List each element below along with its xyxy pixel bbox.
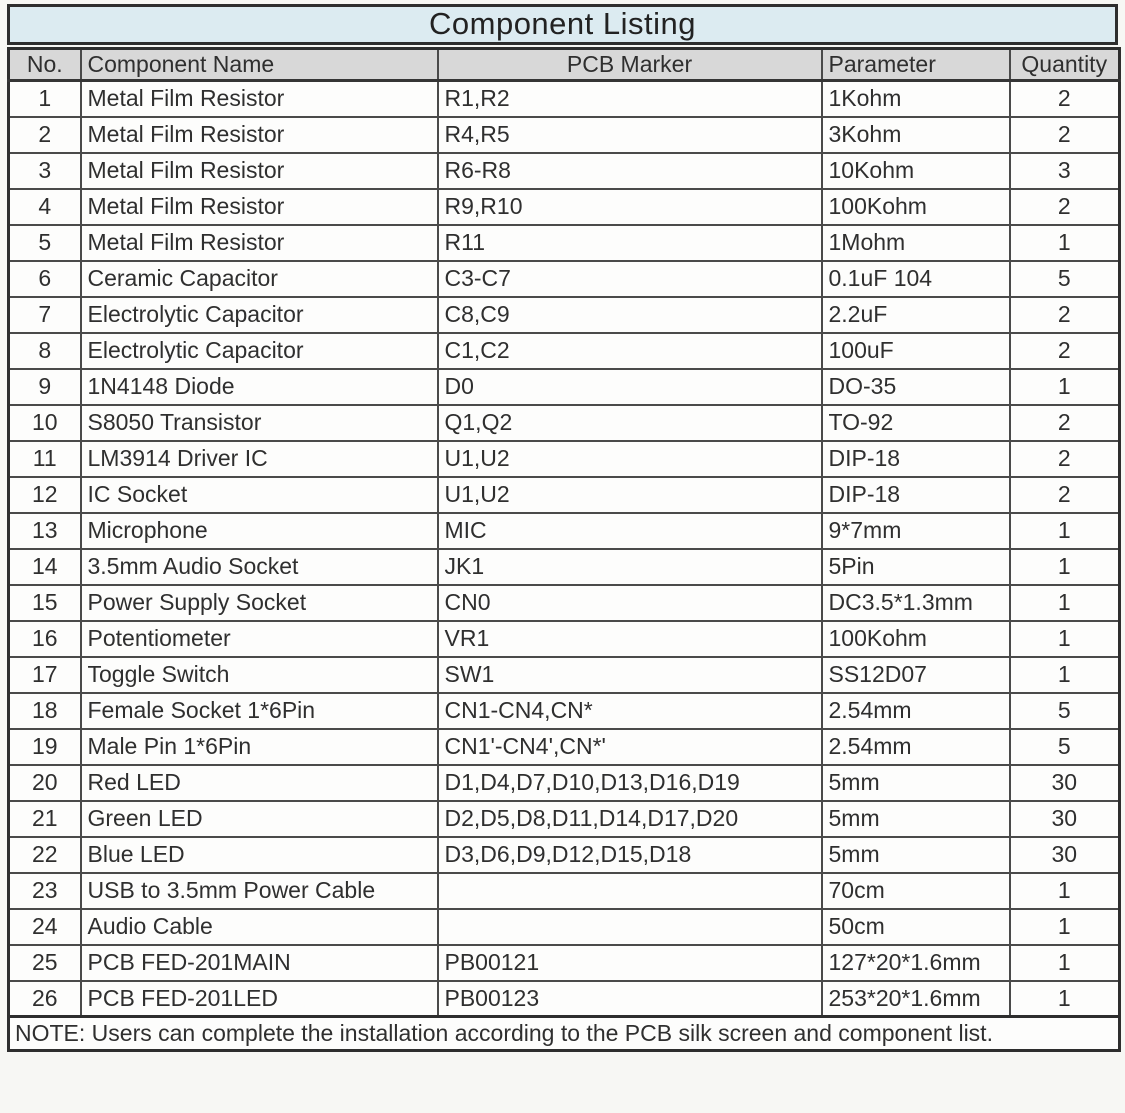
cell-quantity: 1 bbox=[1010, 909, 1120, 945]
cell-quantity: 1 bbox=[1010, 981, 1120, 1017]
cell-name: Male Pin 1*6Pin bbox=[81, 729, 438, 765]
table-row bbox=[9, 657, 1120, 693]
cell-marker: JK1 bbox=[438, 549, 822, 585]
cell-no: 10 bbox=[9, 405, 81, 441]
header-no: No. bbox=[9, 49, 81, 81]
cell-parameter: 10Kohm bbox=[822, 153, 1010, 189]
table-row bbox=[9, 621, 1120, 657]
cell-no: 2 bbox=[9, 117, 81, 153]
table-row bbox=[9, 333, 1120, 369]
note-row bbox=[9, 1017, 1120, 1051]
cell-name: Electrolytic Capacitor bbox=[81, 333, 438, 369]
cell-name: Metal Film Resistor bbox=[81, 225, 438, 261]
cell-no: 7 bbox=[9, 297, 81, 333]
table-row bbox=[9, 405, 1120, 441]
cell-parameter: SS12D07 bbox=[822, 657, 1010, 693]
cell-marker: D1,D4,D7,D10,D13,D16,D19 bbox=[438, 765, 822, 801]
cell-marker: CN0 bbox=[438, 585, 822, 621]
cell-parameter: DIP-18 bbox=[822, 441, 1010, 477]
cell-no: 17 bbox=[9, 657, 81, 693]
cell-marker: VR1 bbox=[438, 621, 822, 657]
cell-name: Metal Film Resistor bbox=[81, 153, 438, 189]
table-row bbox=[9, 441, 1120, 477]
cell-parameter: DIP-18 bbox=[822, 477, 1010, 513]
cell-marker: D0 bbox=[438, 369, 822, 405]
cell-no: 5 bbox=[9, 225, 81, 261]
cell-marker: R9,R10 bbox=[438, 189, 822, 225]
cell-quantity: 30 bbox=[1010, 801, 1120, 837]
cell-name: Toggle Switch bbox=[81, 657, 438, 693]
cell-no: 4 bbox=[9, 189, 81, 225]
cell-parameter: 1Mohm bbox=[822, 225, 1010, 261]
cell-marker: C1,C2 bbox=[438, 333, 822, 369]
cell-name: Potentiometer bbox=[81, 621, 438, 657]
table-row bbox=[9, 585, 1120, 621]
table-row bbox=[9, 837, 1120, 873]
cell-marker: D2,D5,D8,D11,D14,D17,D20 bbox=[438, 801, 822, 837]
cell-no: 23 bbox=[9, 873, 81, 909]
table-row bbox=[9, 729, 1120, 765]
cell-marker: CN1-CN4,CN* bbox=[438, 693, 822, 729]
cell-marker bbox=[438, 909, 822, 945]
table-row bbox=[9, 873, 1120, 909]
table-row bbox=[9, 801, 1120, 837]
cell-no: 8 bbox=[9, 333, 81, 369]
cell-marker: R1,R2 bbox=[438, 81, 822, 117]
cell-name: Green LED bbox=[81, 801, 438, 837]
cell-quantity: 2 bbox=[1010, 477, 1120, 513]
cell-no: 12 bbox=[9, 477, 81, 513]
header-pcb-marker: PCB Marker bbox=[438, 49, 822, 81]
table-row bbox=[9, 693, 1120, 729]
cell-parameter: 127*20*1.6mm bbox=[822, 945, 1010, 981]
cell-quantity: 2 bbox=[1010, 441, 1120, 477]
cell-quantity: 1 bbox=[1010, 369, 1120, 405]
cell-parameter: 2.2uF bbox=[822, 297, 1010, 333]
cell-parameter: 100Kohm bbox=[822, 189, 1010, 225]
cell-name: 3.5mm Audio Socket bbox=[81, 549, 438, 585]
cell-no: 14 bbox=[9, 549, 81, 585]
cell-quantity: 1 bbox=[1010, 225, 1120, 261]
cell-name: Metal Film Resistor bbox=[81, 189, 438, 225]
cell-no: 15 bbox=[9, 585, 81, 621]
header-parameter: Parameter bbox=[822, 49, 1010, 81]
cell-parameter: 5Pin bbox=[822, 549, 1010, 585]
cell-quantity: 30 bbox=[1010, 837, 1120, 873]
cell-parameter: TO-92 bbox=[822, 405, 1010, 441]
note-text: NOTE: Users can complete the installation according to the PCB silk screen and component list. bbox=[9, 1017, 1120, 1051]
cell-no: 13 bbox=[9, 513, 81, 549]
cell-marker: PB00121 bbox=[438, 945, 822, 981]
table-row bbox=[9, 513, 1120, 549]
cell-name: Power Supply Socket bbox=[81, 585, 438, 621]
cell-parameter: 100uF bbox=[822, 333, 1010, 369]
cell-quantity: 1 bbox=[1010, 513, 1120, 549]
cell-name: IC Socket bbox=[81, 477, 438, 513]
cell-no: 21 bbox=[9, 801, 81, 837]
cell-name: PCB FED-201LED bbox=[81, 981, 438, 1017]
cell-parameter: 1Kohm bbox=[822, 81, 1010, 117]
cell-quantity: 2 bbox=[1010, 117, 1120, 153]
cell-name: S8050 Transistor bbox=[81, 405, 438, 441]
table-row bbox=[9, 261, 1120, 297]
cell-marker: R11 bbox=[438, 225, 822, 261]
table-row bbox=[9, 909, 1120, 945]
cell-marker: SW1 bbox=[438, 657, 822, 693]
cell-name: Blue LED bbox=[81, 837, 438, 873]
cell-parameter: 2.54mm bbox=[822, 729, 1010, 765]
cell-quantity: 1 bbox=[1010, 657, 1120, 693]
cell-parameter: 100Kohm bbox=[822, 621, 1010, 657]
header-quantity: Quantity bbox=[1010, 49, 1120, 81]
cell-quantity: 1 bbox=[1010, 585, 1120, 621]
cell-marker: Q1,Q2 bbox=[438, 405, 822, 441]
table-row bbox=[9, 549, 1120, 585]
table-row bbox=[9, 189, 1120, 225]
cell-quantity: 1 bbox=[1010, 945, 1120, 981]
cell-quantity: 1 bbox=[1010, 549, 1120, 585]
table-row bbox=[9, 117, 1120, 153]
cell-name: Red LED bbox=[81, 765, 438, 801]
cell-parameter: DC3.5*1.3mm bbox=[822, 585, 1010, 621]
cell-parameter: 70cm bbox=[822, 873, 1010, 909]
cell-parameter: 0.1uF 104 bbox=[822, 261, 1010, 297]
cell-name: Ceramic Capacitor bbox=[81, 261, 438, 297]
cell-name: Audio Cable bbox=[81, 909, 438, 945]
cell-no: 9 bbox=[9, 369, 81, 405]
header-component-name: Component Name bbox=[81, 49, 438, 81]
table-row bbox=[9, 153, 1120, 189]
table-row bbox=[9, 477, 1120, 513]
cell-parameter: 253*20*1.6mm bbox=[822, 981, 1010, 1017]
cell-marker: R6-R8 bbox=[438, 153, 822, 189]
cell-quantity: 2 bbox=[1010, 297, 1120, 333]
cell-marker: C3-C7 bbox=[438, 261, 822, 297]
cell-marker: MIC bbox=[438, 513, 822, 549]
table-body bbox=[9, 81, 1120, 1017]
cell-quantity: 2 bbox=[1010, 189, 1120, 225]
table-footer bbox=[9, 1017, 1120, 1051]
cell-name: Microphone bbox=[81, 513, 438, 549]
cell-name: Metal Film Resistor bbox=[81, 117, 438, 153]
cell-name: 1N4148 Diode bbox=[81, 369, 438, 405]
cell-parameter: 9*7mm bbox=[822, 513, 1010, 549]
cell-parameter: 5mm bbox=[822, 765, 1010, 801]
cell-parameter: 5mm bbox=[822, 801, 1010, 837]
component-listing-table bbox=[7, 47, 1121, 1052]
cell-parameter: 2.54mm bbox=[822, 693, 1010, 729]
table-row bbox=[9, 225, 1120, 261]
cell-quantity: 1 bbox=[1010, 621, 1120, 657]
cell-parameter: 5mm bbox=[822, 837, 1010, 873]
table-row bbox=[9, 81, 1120, 117]
cell-parameter: 50cm bbox=[822, 909, 1010, 945]
page-title: Component Listing bbox=[7, 4, 1118, 45]
table-row bbox=[9, 945, 1120, 981]
cell-quantity: 2 bbox=[1010, 81, 1120, 117]
cell-quantity: 3 bbox=[1010, 153, 1120, 189]
cell-marker: D3,D6,D9,D12,D15,D18 bbox=[438, 837, 822, 873]
cell-parameter: 3Kohm bbox=[822, 117, 1010, 153]
cell-marker: U1,U2 bbox=[438, 441, 822, 477]
cell-marker: C8,C9 bbox=[438, 297, 822, 333]
cell-no: 25 bbox=[9, 945, 81, 981]
cell-no: 16 bbox=[9, 621, 81, 657]
cell-quantity: 5 bbox=[1010, 261, 1120, 297]
cell-quantity: 30 bbox=[1010, 765, 1120, 801]
cell-no: 22 bbox=[9, 837, 81, 873]
cell-no: 1 bbox=[9, 81, 81, 117]
cell-marker: R4,R5 bbox=[438, 117, 822, 153]
cell-marker bbox=[438, 873, 822, 909]
table-header bbox=[9, 49, 1120, 81]
cell-no: 19 bbox=[9, 729, 81, 765]
cell-parameter: DO-35 bbox=[822, 369, 1010, 405]
cell-name: Electrolytic Capacitor bbox=[81, 297, 438, 333]
cell-name: USB to 3.5mm Power Cable bbox=[81, 873, 438, 909]
cell-no: 26 bbox=[9, 981, 81, 1017]
cell-no: 6 bbox=[9, 261, 81, 297]
cell-no: 20 bbox=[9, 765, 81, 801]
cell-marker: PB00123 bbox=[438, 981, 822, 1017]
cell-no: 11 bbox=[9, 441, 81, 477]
cell-name: Female Socket 1*6Pin bbox=[81, 693, 438, 729]
table-row bbox=[9, 981, 1120, 1017]
cell-quantity: 1 bbox=[1010, 873, 1120, 909]
cell-marker: U1,U2 bbox=[438, 477, 822, 513]
cell-no: 18 bbox=[9, 693, 81, 729]
cell-quantity: 2 bbox=[1010, 405, 1120, 441]
table-row bbox=[9, 297, 1120, 333]
cell-no: 24 bbox=[9, 909, 81, 945]
cell-name: LM3914 Driver IC bbox=[81, 441, 438, 477]
cell-name: Metal Film Resistor bbox=[81, 81, 438, 117]
header-row bbox=[9, 49, 1120, 81]
cell-quantity: 2 bbox=[1010, 333, 1120, 369]
cell-name: PCB FED-201MAIN bbox=[81, 945, 438, 981]
cell-quantity: 5 bbox=[1010, 729, 1120, 765]
table-row bbox=[9, 369, 1120, 405]
cell-quantity: 5 bbox=[1010, 693, 1120, 729]
table-row bbox=[9, 765, 1120, 801]
cell-marker: CN1'-CN4',CN*' bbox=[438, 729, 822, 765]
cell-no: 3 bbox=[9, 153, 81, 189]
